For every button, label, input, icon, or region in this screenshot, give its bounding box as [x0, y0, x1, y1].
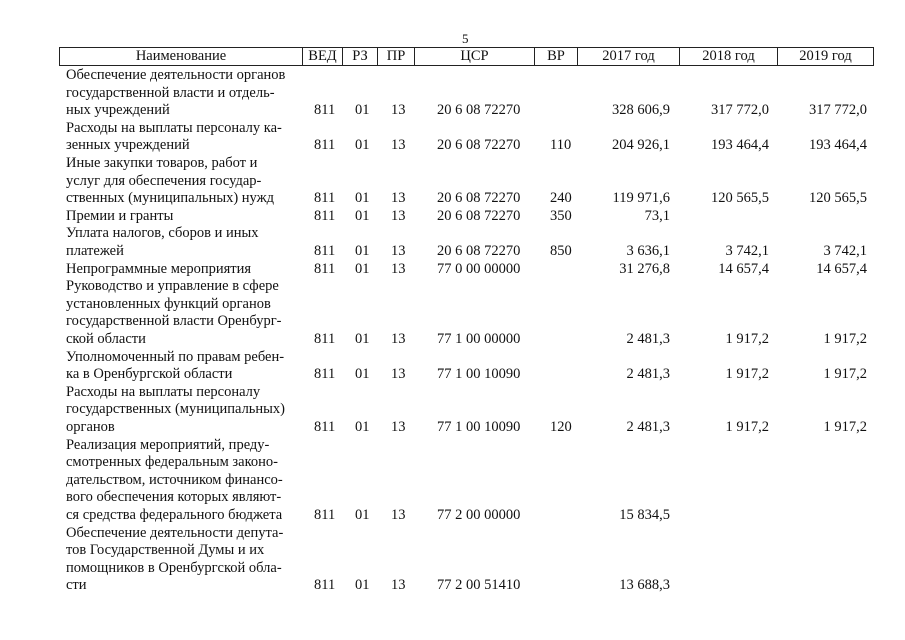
- table-row: [0, 67, 905, 120]
- row-name-line: Иные закупки товаров, работ и: [66, 155, 258, 171]
- cell-csr: 20 6 08 72270: [437, 102, 521, 119]
- cell-rz: 01: [355, 260, 370, 277]
- cell-rz: 01: [355, 242, 370, 259]
- cell-pr: 13: [391, 507, 406, 523]
- cell-y2017: 31 276,8: [619, 260, 670, 277]
- header-ved: ВЕД: [303, 48, 343, 65]
- row-name-line: смотренных федеральным законо-: [66, 454, 278, 471]
- row-name-line: Руководство и управление в сфере: [66, 278, 279, 295]
- row-name-line: тов Государственной Думы и их: [66, 542, 265, 559]
- cell-vr: 850: [550, 242, 572, 259]
- cell-csr: 20 6 08 72270: [437, 242, 521, 259]
- cell-pr: 13: [391, 190, 406, 207]
- row-name-line: ской области: [66, 330, 146, 347]
- cell-y2017: 204 926,1: [612, 137, 670, 154]
- cell-ved: 811: [314, 366, 336, 383]
- row-name-line: услуг для обеспечения государ-: [66, 172, 262, 189]
- row-name-line: органов: [66, 418, 115, 435]
- cell-y2018: 3 742,1: [725, 242, 769, 259]
- table-row: [0, 261, 905, 279]
- header-name: Наименование: [60, 48, 303, 65]
- cell-ved: 811: [314, 137, 336, 154]
- cell-rz: 01: [355, 419, 370, 435]
- cell-y2018: 317 772,0: [711, 102, 769, 119]
- row-name: [66, 437, 298, 525]
- cell-pr: 13: [391, 102, 406, 119]
- cell-y2018: 193 464,4: [711, 137, 769, 154]
- row-name: [66, 384, 298, 437]
- row-name-line: государственных (муниципальных): [66, 401, 285, 418]
- table-row: [0, 437, 905, 525]
- row-name-line: Обеспечение деятельности депута-: [66, 524, 284, 541]
- row-name-line: ка в Оренбургской области: [66, 366, 233, 383]
- row-name: [66, 261, 298, 279]
- cell-csr: 77 1 00 10090: [437, 419, 521, 435]
- cell-y2017: 2 481,3: [626, 419, 670, 435]
- cell-y2017: 15 834,5: [619, 507, 670, 523]
- table-row: [0, 208, 905, 226]
- cell-ved: 811: [314, 102, 336, 119]
- row-name-line: Уполномоченный по правам ребен-: [66, 348, 285, 365]
- cell-pr: 13: [391, 577, 406, 594]
- cell-vr: 240: [550, 190, 572, 207]
- cell-y2019: 1 917,2: [823, 366, 867, 383]
- row-name-line: Расходы на выплаты персоналу ка-: [66, 119, 282, 136]
- cell-ved: 811: [314, 207, 336, 224]
- table-row: [0, 278, 905, 348]
- table-row: [0, 349, 905, 384]
- cell-rz: 01: [355, 207, 370, 224]
- row-name-line: платежей: [66, 242, 124, 259]
- cell-ved: 811: [314, 330, 336, 347]
- row-name-line: Непрограммные мероприятия: [66, 260, 252, 277]
- row-name-line: Обеспечение деятельности органов: [66, 67, 286, 83]
- cell-y2017: 2 481,3: [626, 366, 670, 383]
- cell-rz: 01: [355, 577, 370, 594]
- cell-y2019: 1 917,2: [823, 330, 867, 347]
- cell-csr: 20 6 08 72270: [437, 190, 521, 207]
- cell-csr: 20 6 08 72270: [437, 137, 521, 154]
- row-name: [66, 349, 298, 384]
- cell-y2017: 3 636,1: [626, 242, 670, 259]
- cell-ved: 811: [314, 507, 336, 523]
- cell-pr: 13: [391, 260, 406, 277]
- cell-y2018: 1 917,2: [725, 330, 769, 347]
- table-row: [0, 120, 905, 155]
- cell-y2019: 120 565,5: [809, 190, 867, 207]
- cell-rz: 01: [355, 330, 370, 347]
- cell-rz: 01: [355, 137, 370, 154]
- row-name-line: государственной власти и отдель-: [66, 84, 275, 101]
- cell-y2019: 1 917,2: [823, 419, 867, 435]
- row-name: [66, 225, 298, 260]
- cell-pr: 13: [391, 207, 406, 224]
- header-csr: ЦСР: [415, 48, 535, 65]
- cell-ved: 811: [314, 190, 336, 207]
- cell-y2019: 3 742,1: [823, 242, 867, 259]
- cell-y2017: 13 688,3: [619, 577, 670, 594]
- cell-y2017: 73,1: [644, 207, 670, 224]
- row-name-line: ственных (муниципальных) нужд: [66, 190, 274, 207]
- cell-csr: 77 2 00 00000: [437, 507, 521, 523]
- row-name-line: вого обеспечения которых являют-: [66, 489, 282, 506]
- row-name-line: сти: [66, 577, 87, 594]
- cell-vr: 350: [550, 207, 572, 224]
- header-2019: 2019 год: [799, 48, 852, 64]
- cell-rz: 01: [355, 507, 370, 523]
- cell-csr: 20 6 08 72270: [437, 207, 521, 224]
- row-name: [66, 67, 298, 120]
- cell-y2018: 1 917,2: [725, 366, 769, 383]
- cell-y2017: 2 481,3: [626, 330, 670, 347]
- header-vr: ВР: [535, 48, 578, 65]
- header-pr: ПР: [378, 48, 415, 65]
- row-name: [66, 278, 298, 348]
- header-2018: 2018 год: [680, 48, 778, 65]
- table-row: [0, 384, 905, 437]
- row-name-line: зенных учреждений: [66, 137, 190, 154]
- row-name-line: ся средства федерального бюджета: [66, 506, 283, 523]
- cell-pr: 13: [391, 419, 406, 435]
- cell-y2019: 14 657,4: [816, 260, 867, 277]
- row-name-line: дательством, источником финансо-: [66, 471, 283, 488]
- cell-y2018: 120 565,5: [711, 190, 769, 207]
- cell-ved: 811: [314, 242, 336, 259]
- row-name-line: Расходы на выплаты персоналу: [66, 383, 261, 400]
- row-name: [66, 208, 298, 226]
- cell-pr: 13: [391, 366, 406, 383]
- cell-csr: 77 1 00 00000: [437, 330, 521, 347]
- row-name: [66, 525, 298, 595]
- cell-rz: 01: [355, 190, 370, 207]
- row-name-line: установленных функций органов: [66, 295, 271, 312]
- table-row: [0, 155, 905, 208]
- cell-y2019: 317 772,0: [809, 102, 867, 119]
- header-2017: 2017 год: [578, 48, 680, 65]
- row-name-line: ных учреждений: [66, 102, 170, 119]
- cell-pr: 13: [391, 330, 406, 347]
- row-name-line: государственной власти Оренбург-: [66, 313, 282, 330]
- row-name-line: Реализация мероприятий, преду-: [66, 436, 270, 453]
- row-name-line: помощников в Оренбургской обла-: [66, 559, 282, 576]
- row-name: [66, 120, 298, 155]
- cell-vr: 120: [550, 419, 572, 435]
- cell-csr: 77 0 00 00000: [437, 260, 521, 277]
- cell-ved: 811: [314, 260, 336, 277]
- cell-ved: 811: [314, 577, 336, 594]
- row-name: [66, 155, 298, 208]
- cell-y2018: 1 917,2: [725, 419, 769, 435]
- cell-rz: 01: [355, 366, 370, 383]
- cell-pr: 13: [391, 137, 406, 154]
- cell-pr: 13: [391, 242, 406, 259]
- cell-csr: 77 1 00 10090: [437, 366, 521, 383]
- cell-ved: 811: [314, 419, 336, 435]
- cell-y2017: 328 606,9: [612, 102, 670, 119]
- cell-y2019: 193 464,4: [809, 137, 867, 154]
- cell-y2018: 14 657,4: [718, 260, 769, 277]
- row-name-line: Премии и гранты: [66, 207, 174, 224]
- page-number: 5: [462, 31, 469, 46]
- row-name-line: Уплата налогов, сборов и иных: [66, 225, 259, 242]
- cell-rz: 01: [355, 102, 370, 119]
- header-rz: РЗ: [343, 48, 378, 65]
- table-header: [59, 47, 874, 66]
- table-row: [0, 525, 905, 595]
- cell-vr: 110: [550, 137, 572, 154]
- table-row: [0, 225, 905, 260]
- cell-y2017: 119 971,6: [612, 190, 670, 207]
- cell-csr: 77 2 00 51410: [437, 577, 521, 594]
